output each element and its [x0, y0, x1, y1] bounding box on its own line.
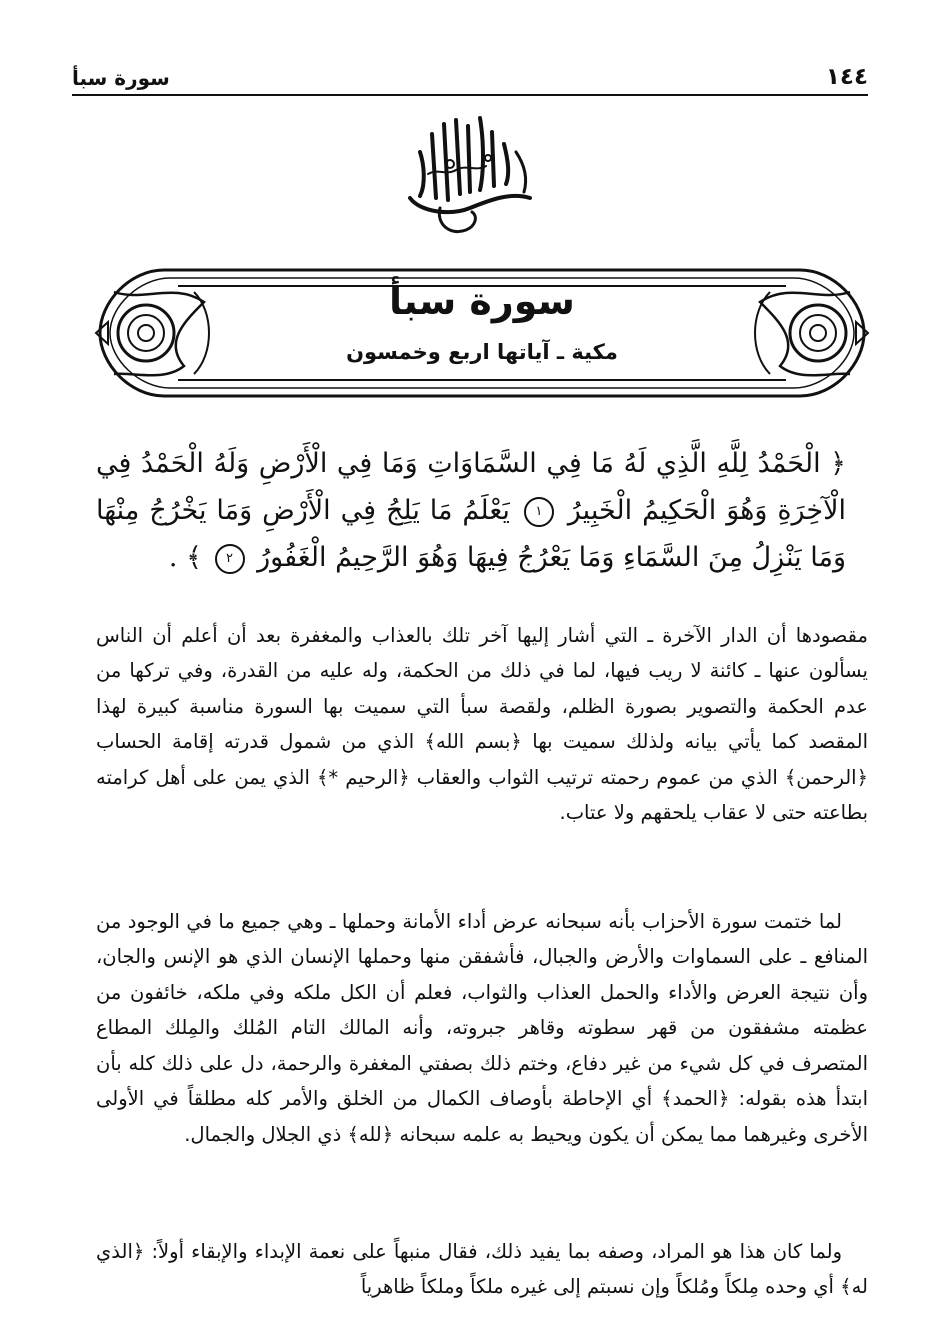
verse-text-1: الْحَمْدُ لِلَّهِ الَّذِي لَهُ مَا فِي السَّمَاوَاتِ وَمَا فِي الْأَرْضِ وَلَهُ الْحَمْدُ فِي الْآخِرَةِ وَهُوَ الْحَكِيمُ الْخَبِيرُ: [96, 448, 846, 526]
verse-open-bracket: ﴿: [830, 448, 846, 479]
page-number: ١٤٤: [825, 64, 868, 90]
page-header: [72, 58, 868, 96]
basmala-calligraphy-icon: [380, 112, 560, 240]
commentary-paragraph-2: لما ختمت سورة الأحزاب بأنه سبحانه عرض أداء الأمانة وحملها ـ وهي جميع ما في الوجود من المنافع ـ على السماوات والأرض والجبال، فأشفقن منها وحملها الإنسان الذي هو الإنس والجان، وأن نتيجة العرض والأداء والحمل العذاب والثواب، فعلم أن الكل ملكه وفي ملكه، خائفون من عظمته مشفقون من قهر سطوته وقاهر جبروته، وأنه المالك التام المُلك والمِلك المطاع المتصرف في كل شيء من غير دفاع، وختم ذلك بصفتي المغفرة والرحمة، دل على ذلك كله بأن ابتدأ هذه بقوله: ﴿الحمد﴾ أي الإحاطة بأوصاف الكمال من الخلق والأمر كله مطلقاً في الأولى الأخرى وغيرهما مما يمكن أن يكون ويحيط به علمه سبحانه ﴿لله﴾ ذي الجلال والجمال.: [96, 909, 868, 1146]
verse-text-2: يَعْلَمُ مَا يَلِجُ فِي الْأَرْضِ وَمَا يَخْرُجُ مِنْهَا وَمَا يَنْزِلُ مِنَ السَّمَاءِ وَمَا يَعْرُجُ فِيهَا وَهُوَ الرَّحِيمُ الْغَفُورُ: [96, 495, 846, 573]
ayah-number-1: ١: [524, 497, 554, 527]
verse-close-bracket: ﴾ .: [168, 542, 202, 573]
quran-verses: [96, 440, 846, 581]
commentary-paragraph-1: مقصودها أن الدار الآخرة ـ التي أشار إليها آخر تلك بالعذاب والمغفرة بعد أن أعلم أن الناس يسألون عنها ـ كائنة لا ريب فيها، لما في ذلك من الحكمة، وله عليه من القدرة، وفي تركها من عدم الحكمة والتصوير بصورة الظلم، ولقصة سبأ التي سميت بها السورة مناسبة كبيرة لهذا المقصد كما يأتي بيانه ولذلك سميت بها ﴿بسم الله﴾ الذي من شمول قدرته إقامة الحساب ﴿الرحمن﴾ الذي من عموم رحمته ترتيب الثواب والعقاب ﴿الرحيم *﴾ الذي يمن على أهل كرامته بطاعته حتى لا عقاب يلحقهم ولا عتاب.: [96, 623, 868, 824]
commentary-paragraph-3: ولما كان هذا هو المراد، وصفه بما يفيد ذلك، فقال منبهاً على نعمة الإبداء والإبقاء أولاً: ﴿الذي له﴾ أي وحده مِلكاً ومُلكاً وإن نسبتم إلى غيره ملكاً وملكاً ظاهرياً: [96, 1239, 868, 1298]
ayah-number-2: ٢: [215, 544, 245, 574]
running-title: سورة سبأ: [72, 66, 170, 90]
sura-subtitle: مكية ـ آياتها اربع وخمسون: [346, 340, 618, 364]
sura-title: سورة سبأ: [389, 279, 575, 323]
